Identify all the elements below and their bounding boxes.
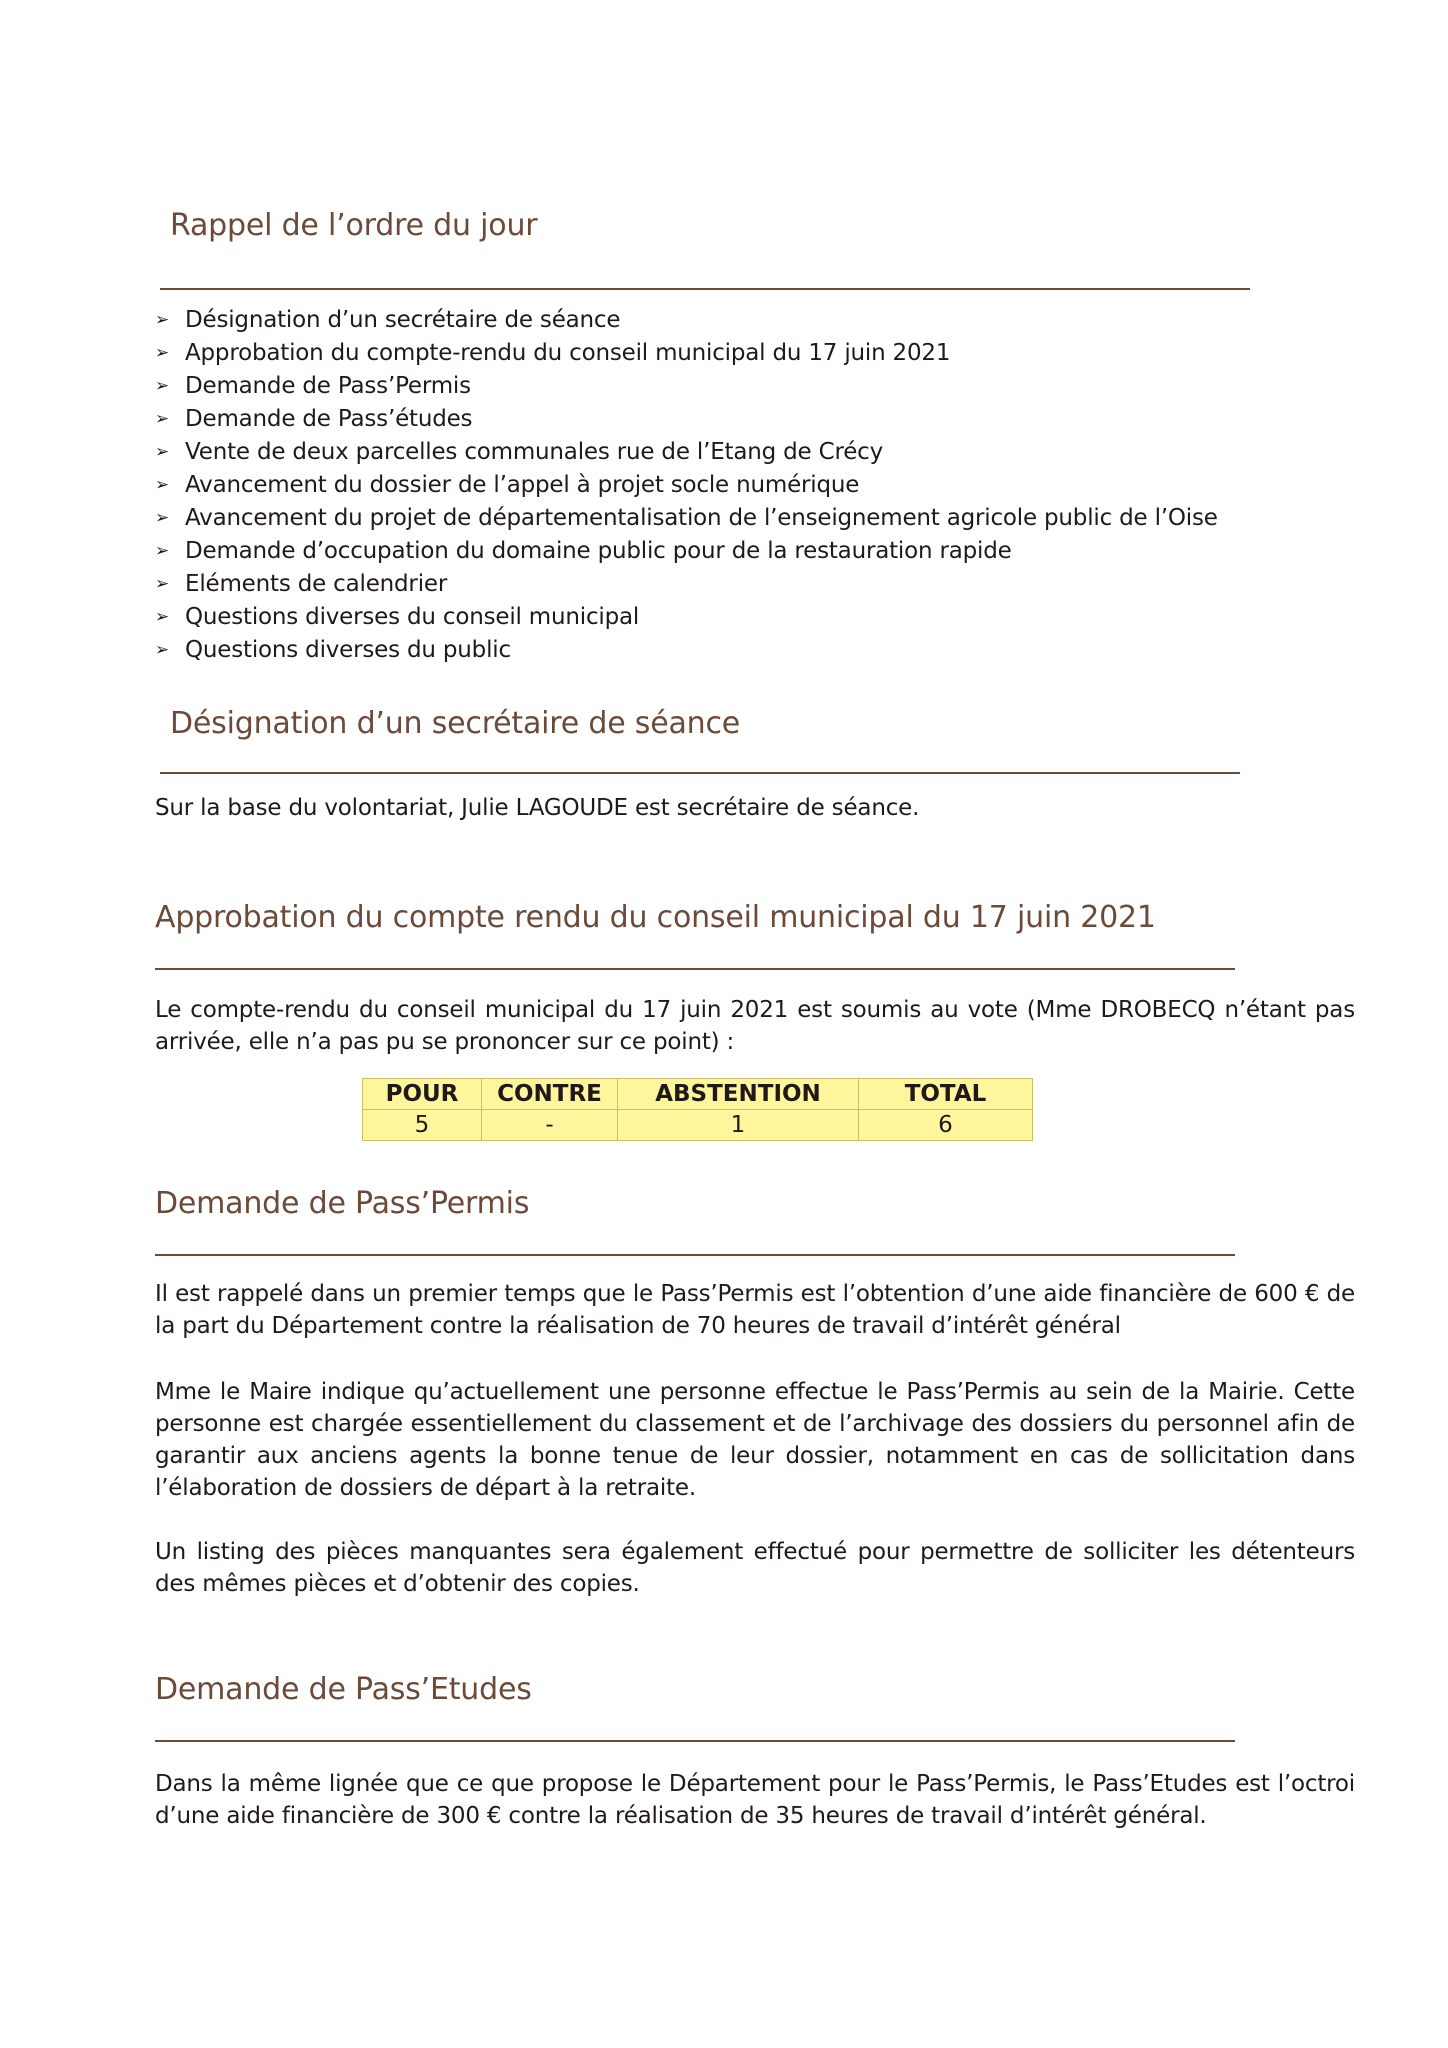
agenda-item [155,304,1218,337]
arrow-bullet-icon: ➢ [155,376,170,396]
agenda-list [155,304,1218,667]
arrow-bullet-icon: ➢ [155,475,170,495]
approbation-heading: Approbation du compte rendu du conseil municipal du 17 juin 2021 [155,900,1156,935]
pass-etudes-heading: Demande de Pass’Etudes [155,1672,532,1707]
agenda-item-label: Demande d’occupation du domaine public pour de la restauration rapide [185,538,1012,564]
secretaire-text: Sur la base du volontariat, Julie LAGOUDE est secrétaire de séance. [155,795,920,821]
agenda-item [155,634,1218,667]
agenda-item [155,469,1218,502]
agenda-item-label: Eléments de calendrier [185,571,448,597]
agenda-item-label: Questions diverses du public [185,637,511,663]
vote-value-row [363,1110,1033,1141]
agenda-item [155,337,1218,370]
pass-permis-p1: Il est rappelé dans un premier temps que le Pass’Permis est l’obtention d’une aide financière de 600 € de la part du Département contre la réalisation de 70 heures de travail d’intérêt général [155,1281,1355,1339]
agenda-item-label: Approbation du compte-rendu du conseil municipal du 17 juin 2021 [185,340,951,366]
agenda-item [155,535,1218,568]
arrow-bullet-icon: ➢ [155,409,170,429]
arrow-bullet-icon: ➢ [155,640,170,660]
agenda-item [155,502,1218,535]
pass-etudes-rule [155,1740,1235,1742]
vote-header-row [363,1079,1033,1110]
pass-permis-p3: Un listing des pièces manquantes sera également effectué pour permettre de solliciter les détenteurs des mêmes pièces et d’obtenir des copies. [155,1539,1355,1597]
arrow-bullet-icon: ➢ [155,574,170,594]
arrow-bullet-icon: ➢ [155,541,170,561]
arrow-bullet-icon: ➢ [155,310,170,330]
agenda-item-label: Vente de deux parcelles communales rue de l’Etang de Crécy [185,439,884,465]
vote-header-abstention: ABSTENTION [618,1079,859,1110]
agenda-heading: Rappel de l’ordre du jour [170,208,538,243]
arrow-bullet-icon: ➢ [155,607,170,627]
secretaire-heading: Désignation d’un secrétaire de séance [170,706,741,741]
arrow-bullet-icon: ➢ [155,343,170,363]
agenda-item-label: Avancement du dossier de l’appel à projet socle numérique [185,472,860,498]
approbation-text: Le compte-rendu du conseil municipal du 17 juin 2021 est soumis au vote (Mme DROBECQ n’étant pas arrivée, elle n’a pas pu se prononcer sur ce point) : [155,997,1355,1055]
arrow-bullet-icon: ➢ [155,508,170,528]
agenda-item [155,403,1218,436]
secretaire-rule [160,772,1240,774]
agenda-item-label: Questions diverses du conseil municipal [185,604,640,630]
pass-permis-heading: Demande de Pass’Permis [155,1186,530,1221]
agenda-item-label: Demande de Pass’études [185,406,473,432]
pass-permis-p2: Mme le Maire indique qu’actuellement une personne effectue le Pass’Permis au sein de la Mairie. Cette personne est chargée essentiellement du classement et de l’archivage des dossiers du personnel afin de garantir aux anciens agents la bonne tenue de leur dossier, notamment en cas de sollicitation dans l’élaboration de dossiers de départ à la retraite. [155,1379,1355,1501]
vote-header-pour: POUR [363,1079,482,1110]
agenda-rule [160,288,1250,290]
agenda-item-label: Avancement du projet de départementalisation de l’enseignement agricole public de l’Oise [185,505,1218,531]
vote-value-abstention: 1 [618,1110,859,1141]
pass-etudes-p1: Dans la même lignée que ce que propose le Département pour le Pass’Permis, le Pass’Etudes est l’octroi d’une aide financière de 300 € contre la réalisation de 35 heures de travail d’intérêt général. [155,1771,1355,1829]
agenda-item [155,568,1218,601]
agenda-item [155,436,1218,469]
vote-value-contre: - [482,1110,618,1141]
agenda-item-label: Demande de Pass’Permis [185,373,471,399]
arrow-bullet-icon: ➢ [155,442,170,462]
vote-header-total: TOTAL [859,1079,1033,1110]
vote-table [362,1078,1033,1141]
approbation-rule [155,968,1235,970]
pass-permis-rule [155,1254,1235,1256]
vote-value-total: 6 [859,1110,1033,1141]
vote-value-pour: 5 [363,1110,482,1141]
agenda-item [155,370,1218,403]
vote-header-contre: CONTRE [482,1079,618,1110]
agenda-item-label: Désignation d’un secrétaire de séance [185,307,621,333]
agenda-item [155,601,1218,634]
